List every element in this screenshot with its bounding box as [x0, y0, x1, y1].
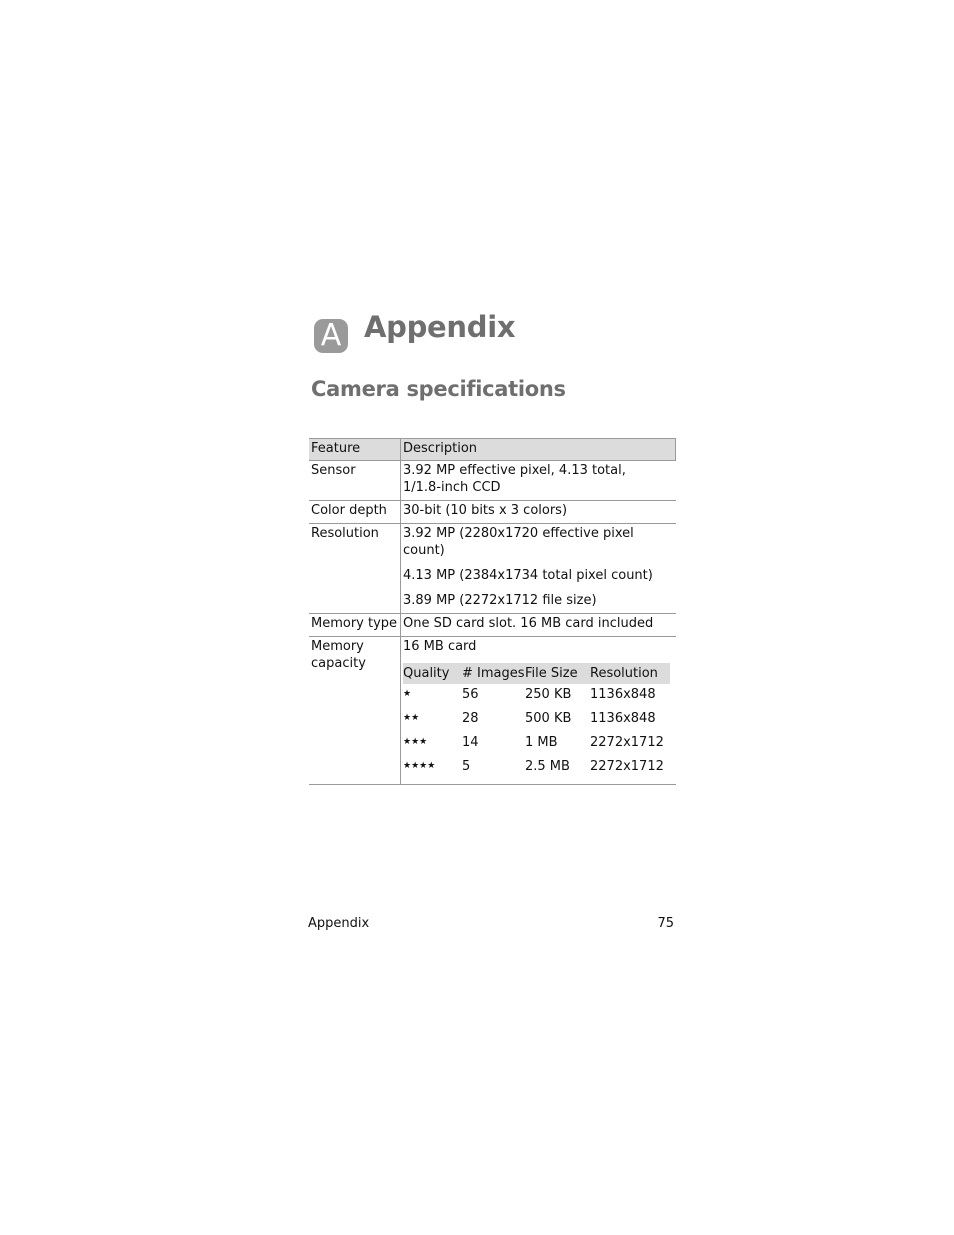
table-row: [403, 732, 670, 756]
images-cell: 56: [462, 687, 479, 702]
feature-cell: Color depth: [309, 501, 401, 524]
quality-stars-icon: ★★★★: [403, 761, 436, 771]
file-size-cell: 250 KB: [525, 687, 572, 702]
spec-table: [309, 438, 676, 785]
header-description: Description: [401, 439, 676, 461]
file-size-cell: 1 MB: [525, 735, 558, 750]
footer-page-number: 75: [657, 916, 674, 931]
quality-stars-icon: ★★: [403, 713, 420, 723]
feature-line: Memory: [311, 639, 364, 654]
memory-header-row: [403, 663, 670, 684]
feature-cell: Sensor: [309, 461, 401, 501]
resolution-line: 3.92 MP (2280x1720 effective pixel count): [403, 526, 634, 558]
resolution-line: 4.13 MP (2384x1734 total pixel count): [403, 568, 653, 583]
table-row: [309, 637, 676, 785]
images-cell: 28: [462, 711, 479, 726]
description-cell: One SD card slot. 16 MB card included: [401, 614, 676, 637]
file-size-cell: 2.5 MB: [525, 759, 570, 774]
table-row: [309, 614, 676, 637]
table-row: [309, 501, 676, 524]
column-header-resolution: Resolution: [590, 663, 670, 684]
images-cell: 14: [462, 735, 479, 750]
column-header-file-size: File Size: [525, 663, 590, 684]
description-cell: [401, 461, 676, 501]
table-row: [309, 524, 676, 614]
quality-stars-icon: ★★★: [403, 737, 428, 747]
feature-cell: [309, 637, 401, 785]
resolution-line: 3.89 MP (2272x1712 file size): [403, 593, 597, 608]
footer-section-name: Appendix: [308, 916, 370, 931]
sensor-line: 3.92 MP effective pixel, 4.13 total,: [403, 463, 626, 478]
table-row: [403, 708, 670, 732]
feature-cell: Memory type: [309, 614, 401, 637]
resolution-cell: 2272x1712: [590, 735, 664, 750]
header-feature: Feature: [309, 439, 401, 461]
column-header-images: # Images: [462, 663, 525, 684]
memory-capacity-table: [403, 663, 670, 780]
resolution-cell: 1136x848: [590, 687, 656, 702]
description-cell: [401, 524, 676, 614]
resolution-cell: 1136x848: [590, 711, 656, 726]
table-row: [403, 756, 670, 780]
chapter-title: Appendix: [364, 310, 516, 344]
images-cell: 5: [462, 759, 471, 774]
section-title: Camera specifications: [311, 377, 566, 401]
column-header-quality: Quality: [403, 663, 462, 684]
quality-stars-icon: ★: [403, 689, 412, 699]
feature-cell: Resolution: [309, 524, 401, 614]
table-row: [309, 461, 676, 501]
sensor-line: 1/1.8-inch CCD: [403, 480, 501, 495]
chapter-header: [314, 306, 515, 356]
table-row: [403, 684, 670, 708]
spec-table-header-row: [309, 439, 676, 461]
memory-card-label: 16 MB card: [403, 639, 477, 654]
description-cell: 30-bit (10 bits x 3 colors): [401, 501, 676, 524]
chapter-badge: A: [314, 319, 348, 353]
resolution-cell: 2272x1712: [590, 759, 664, 774]
file-size-cell: 500 KB: [525, 711, 572, 726]
description-cell: [401, 637, 676, 785]
feature-line: capacity: [311, 656, 366, 671]
